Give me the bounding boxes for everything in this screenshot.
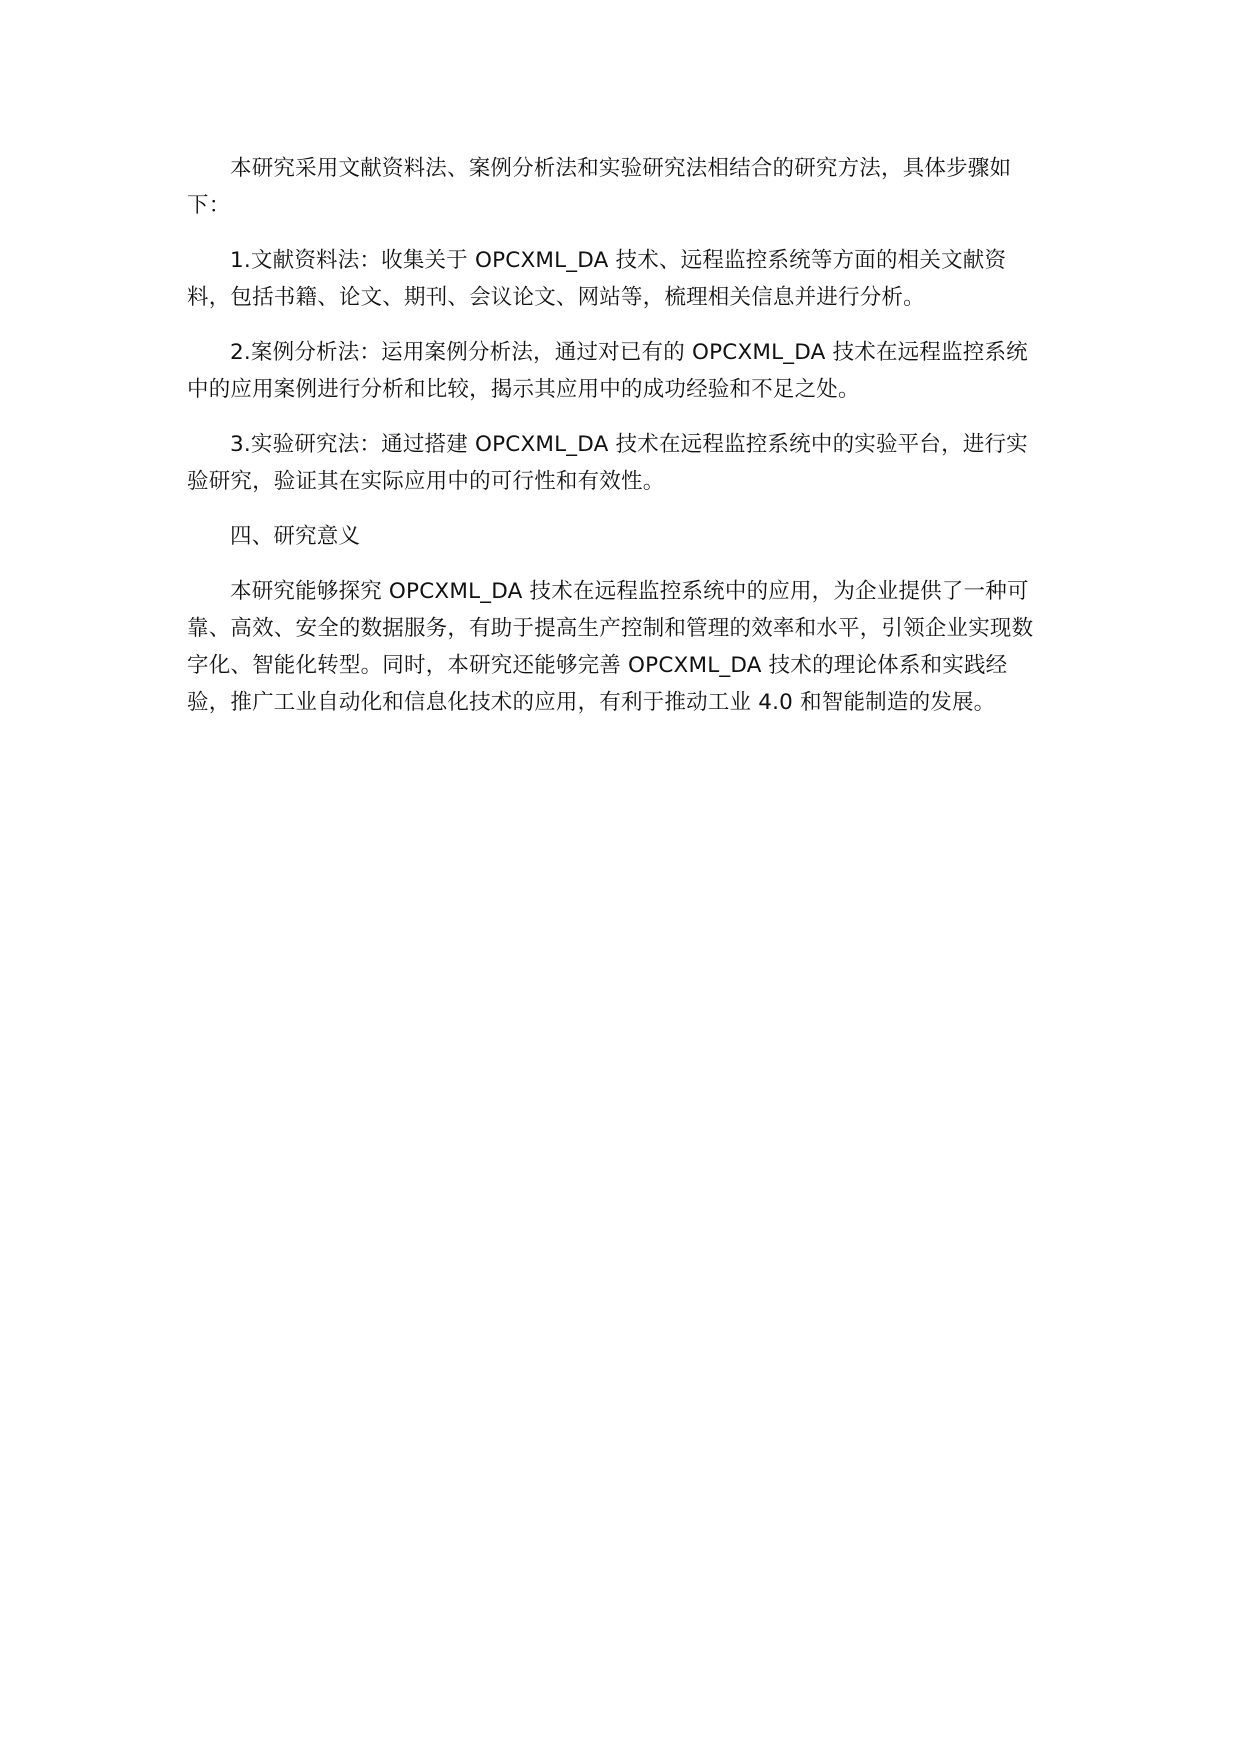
paragraph-literature-method: 1.文献资料法：收集关于 OPCXML_DA 技术、远程监控系统等方面的相关文献资料，包括书籍、论文、期刊、会议论文、网站等，梳理相关信息并进行分析。 xyxy=(187,248,1007,310)
paragraph-experimental-method: 3.实验研究法：通过搭建 OPCXML_DA 技术在远程监控系统中的实验平台，进行实验研究，验证其在实际应用中的可行性和有效性。 xyxy=(187,432,1028,494)
paragraph-case-analysis-method: 2.案例分析法：运用案例分析法，通过对已有的 OPCXML_DA 技术在远程监控系统中的应用案例进行分析和比较，揭示其应用中的成功经验和不足之处。 xyxy=(187,340,1028,402)
document-body xyxy=(187,150,1047,739)
section-heading-research-significance: 四、研究意义 xyxy=(230,524,361,549)
paragraph-research-significance: 本研究能够探究 OPCXML_DA 技术在远程监控系统中的应用，为企业提供了一种可靠、高效、安全的数据服务，有助于提高生产控制和管理的效率和水平，引领企业实现数字化、智能化转型。同时，本研究还能够完善 OPCXML_DA 技术的理论体系和实践经验，推广工业自动化和信息化技术的应用，有利于推动工业 4.0 和智能制造的发展。 xyxy=(187,579,1034,715)
paragraph-methods-intro: 本研究采用文献资料法、案例分析法和实验研究法相结合的研究方法，具体步骤如下： xyxy=(187,156,1012,218)
